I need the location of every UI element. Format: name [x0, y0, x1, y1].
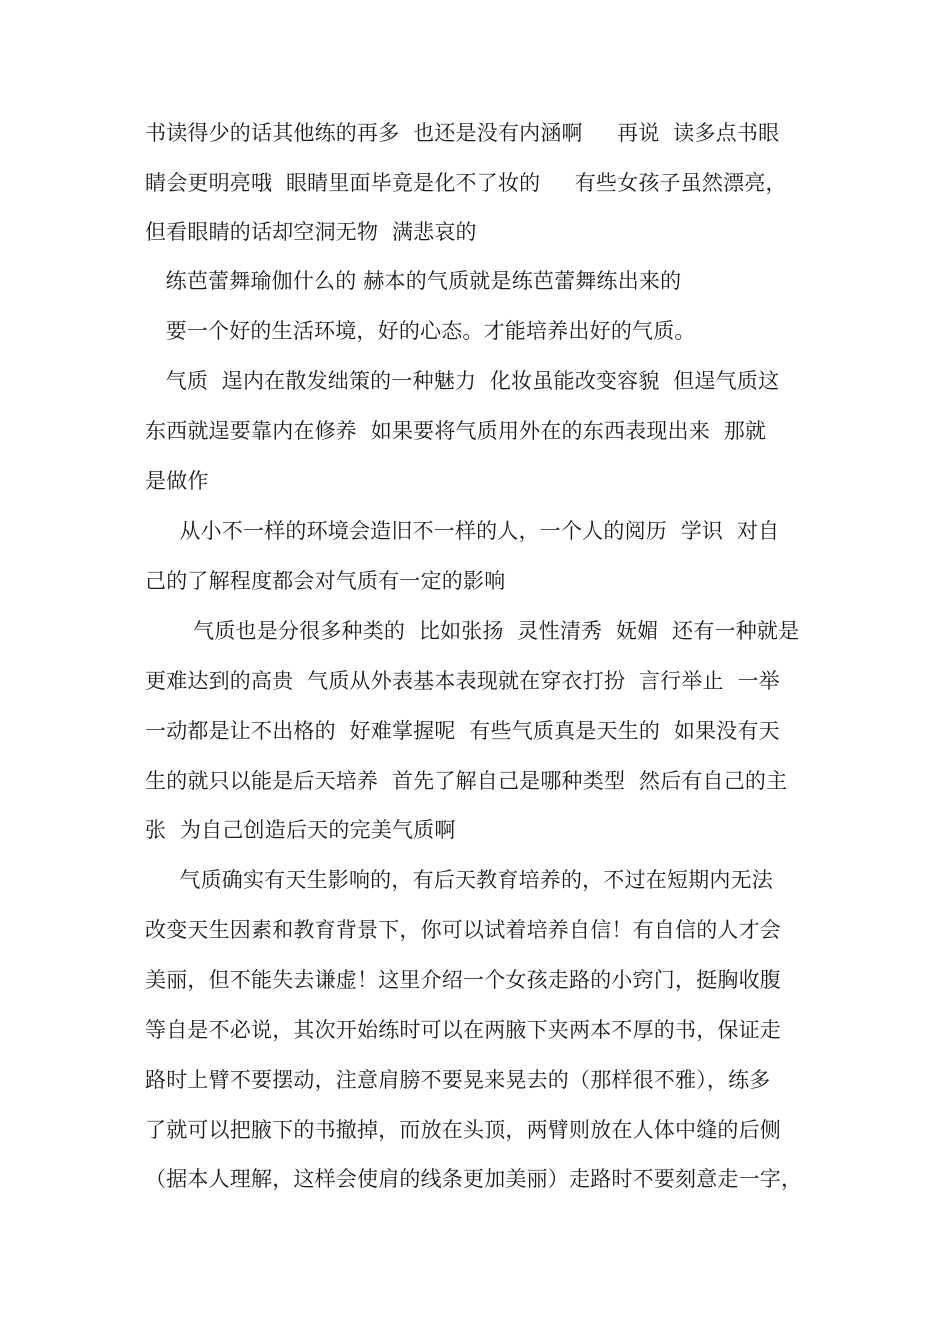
text-line: 但看眼睛的话却空洞无物 满悲哀的: [145, 220, 477, 244]
text-line: 改变天生因素和教育背景下，你可以试着培养自信！有自信的人才会: [145, 918, 781, 942]
text-line: 是做作: [145, 469, 209, 493]
text-line: 睛会更明亮哦 眼睛里面毕竟是化不了妆的 有些女孩子虽然漂亮，: [145, 171, 787, 195]
text-line: 张 为自己创造后天的完美气质啊: [145, 818, 456, 842]
text-line: 要一个好的生活环境，好的心态。才能培养出好的气质。: [145, 319, 696, 343]
text-line: 更难达到的高贵 气质从外表基本表现就在穿衣打扮 言行举止 一举: [145, 669, 780, 693]
text-line: 气质确实有天生影响的，有后天教育培养的，不过在短期内无法: [145, 868, 773, 892]
text-line: 练芭蕾舞瑜伽什么的 赫本的气质就是练芭蕾舞练出来的: [145, 269, 682, 293]
text-line: 气质也是分很多种类的 比如张扬 灵性清秀 妩媚 还有一种就是: [145, 619, 800, 643]
text-line: 从小不一样的环境会造旧不一样的人，一个人的阅历 学识 对自: [145, 519, 780, 543]
text-line: （据本人理解，这样会使肩的线条更加美丽）走路时不要刻意走一字，: [145, 1167, 803, 1191]
text-line: 路时上臂不要摆动，注意肩膀不要晃来晃去的（那样很不雅），练多: [145, 1068, 771, 1092]
text-line: 了就可以把腋下的书撤掉，而放在头顶，两臂则放在人体中缝的后侧: [145, 1118, 781, 1142]
text-line: 己的了解程度都会对气质有一定的影响: [145, 569, 506, 593]
text-line: 气质 逞内在散发绌策的一种魅力 化妆虽能改变容貌 但逞气质这: [145, 369, 780, 393]
text-line: 等自是不必说，其次开始练时可以在两腋下夹两本不厚的书，保证走: [145, 1018, 781, 1042]
text-line: 生的就只以能是后天培养 首先了解自己是哪种类型 然后有自己的主: [145, 769, 788, 793]
text-line: 书读得少的话其他练的再多 也还是没有内涵啊 再说 读多点书眼: [145, 121, 780, 145]
text-line: 美丽，但不能失去谦虚！这里介绍一个女孩走路的小窍门，挺胸收腹: [145, 968, 781, 992]
text-line: 一动都是让不出格的 好难掌握呢 有些气质真是天生的 如果没有天: [145, 719, 780, 743]
text-line: 东西就逞要靠内在修养 如果要将气质用外在的东西表现出来 那就: [145, 419, 767, 443]
